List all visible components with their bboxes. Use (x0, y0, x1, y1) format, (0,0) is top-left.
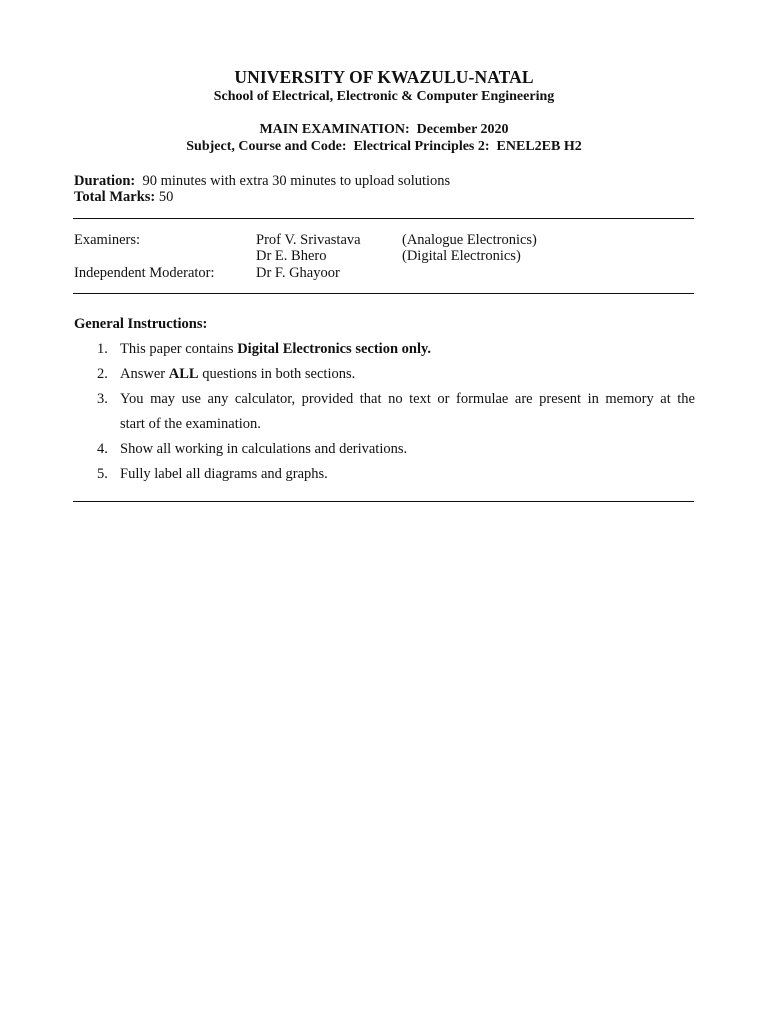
instructions-heading: General Instructions: (74, 316, 208, 332)
subject-line: Subject, Course and Code: Electrical Principles 2: ENEL2EB H2 (186, 139, 582, 154)
instruction-emphasis: Digital Electronics section only. (237, 341, 432, 357)
total-marks-label: Total Marks: (74, 189, 156, 205)
instruction-number: 4. (97, 441, 108, 457)
school-name: School of Electrical, Electronic & Computer Engineering (213, 89, 555, 104)
instruction-item: Fully label all diagrams and graphs. (120, 466, 328, 482)
duration-label: Duration: (74, 173, 136, 189)
examiner-section: (Digital Electronics) (402, 248, 521, 264)
instruction-emphasis: ALL (168, 366, 199, 382)
moderator-label: Independent Moderator: (74, 265, 215, 281)
instruction-number: 2. (97, 366, 108, 382)
examiner-section: (Analogue Electronics) (402, 232, 537, 248)
total-marks-row (74, 189, 173, 206)
divider-top (73, 218, 694, 219)
instruction-item: You may use any calculator, provided that no text or formulae are present in memory at the (120, 391, 695, 407)
university-title: UNIVERSITY OF KWAZULU-NATAL (234, 67, 534, 87)
examiners-label: Examiners: (74, 232, 141, 248)
duration-row (74, 173, 450, 190)
moderator-name: Dr F. Ghayoor (256, 265, 340, 281)
instruction-item-continued: start of the examination. (120, 416, 261, 432)
instruction-number: 1. (97, 341, 108, 357)
instruction-text: Answer (120, 366, 169, 382)
instruction-number: 5. (97, 466, 108, 482)
examiner-name: Prof V. Srivastava (256, 232, 361, 248)
instruction-item (120, 366, 695, 383)
exam-line: MAIN EXAMINATION: December 2020 (259, 122, 509, 137)
instruction-number: 3. (97, 391, 108, 407)
duration-value: 90 minutes with extra 30 minutes to upload solutions (135, 173, 451, 189)
divider-bottom (73, 501, 694, 502)
instruction-item: Show all working in calculations and derivations. (120, 441, 408, 457)
instruction-text: questions in both sections. (198, 366, 356, 382)
examiner-name: Dr E. Bhero (256, 248, 327, 264)
instruction-text: This paper contains (120, 341, 238, 357)
divider-middle (73, 293, 694, 294)
instruction-item (120, 341, 695, 358)
total-marks-value: 50 (155, 189, 174, 205)
